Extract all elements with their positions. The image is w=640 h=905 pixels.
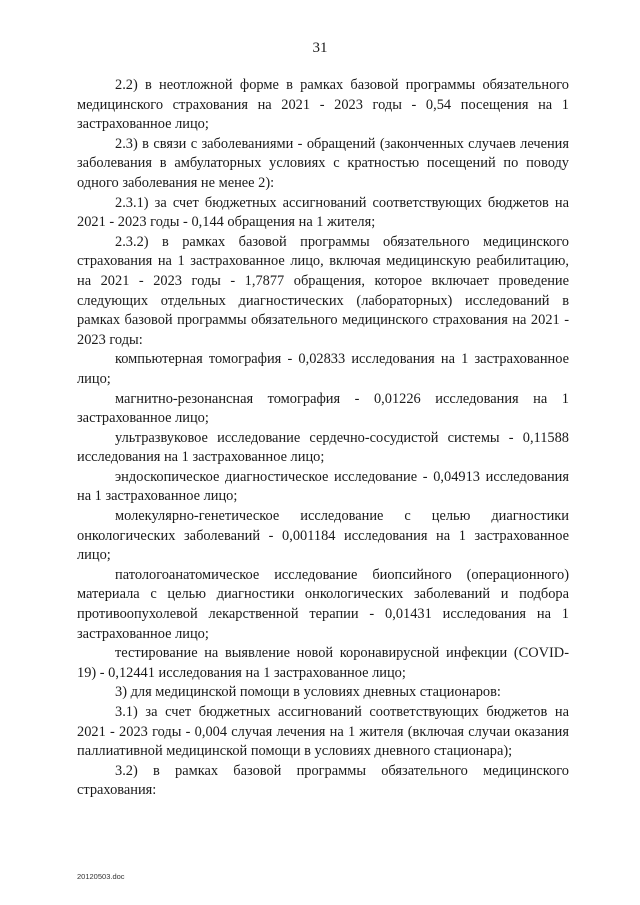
item-ultrasound: ультразвуковое исследование сердечно-сосудистой системы - 0,11588 исследования на 1 застрахованное лицо;	[77, 429, 569, 466]
paragraph-2-3-2: 2.3.2) в рамках базовой программы обязательного медицинского страхования на 1 застрахованное лицо, включая медицинскую реабилитацию, на 2021 - 2023 годы - 1,7877 обращения, которое включает проведение следующих отдельных диагностических (лабораторных) исследований в рамках базовой программы обязательного медицинского страхования на 2021 - 2023 годы:	[77, 233, 569, 348]
paragraph-2-3-1: 2.3.1) за счет бюджетных ассигнований соответствующих бюджетов на 2021 - 2023 годы - 0,144 обращения на 1 жителя;	[77, 194, 569, 231]
item-pathology: патологоанатомическое исследование биопсийного (операционного) материала с целью диагностики онкологических заболеваний и подбора противоопухолевой лекарственной терапии - 0,01431 исследования на 1 застрахованное лицо;	[77, 566, 569, 642]
footer-file-code: 20120503.doc	[77, 872, 125, 881]
item-molecular-genetic: молекулярно-генетическое исследование с целью диагностики онкологических заболеваний - 0,001184 исследования на 1 застрахованное лицо;	[77, 508, 569, 564]
paragraph-2-3: 2.3) в связи с заболеваниями - обращений (законченных случаев лечения заболевания в амбулаторных условиях с кратностью посещений по поводу одного заболевания не менее 2):	[77, 135, 569, 191]
item-endoscopy: эндоскопическое диагностическое исследование - 0,04913 исследования на 1 застрахованное лицо;	[77, 468, 569, 505]
paragraph-2-2: 2.2) в неотложной форме в рамках базовой программы обязательного медицинского страхования на 2021 - 2023 годы - 0,54 посещения на 1 застрахованное лицо;	[77, 77, 569, 133]
paragraph-3: 3) для медицинской помощи в условиях дневных стационаров:	[115, 684, 501, 701]
paragraph-3-1: 3.1) за счет бюджетных ассигнований соответствующих бюджетов на 2021 - 2023 годы - 0,004 случая лечения на 1 жителя (включая случаи оказания паллиативной медицинской помощи в условиях дневного стационара);	[77, 704, 569, 760]
page-number: 31	[312, 40, 328, 56]
item-ct: компьютерная томография - 0,02833 исследования на 1 застрахованное лицо;	[77, 351, 569, 387]
paragraph-3-2: 3.2) в рамках базовой программы обязательного медицинского страхования:	[77, 762, 569, 799]
document-body	[77, 76, 569, 801]
item-covid-testing: тестирование на выявление новой коронавирусной инфекции (COVID-19) - 0,12441 исследования на 1 застрахованное лицо;	[77, 645, 569, 681]
item-mri: магнитно-резонансная томография - 0,01226 исследования на 1 застрахованное лицо;	[77, 390, 569, 427]
